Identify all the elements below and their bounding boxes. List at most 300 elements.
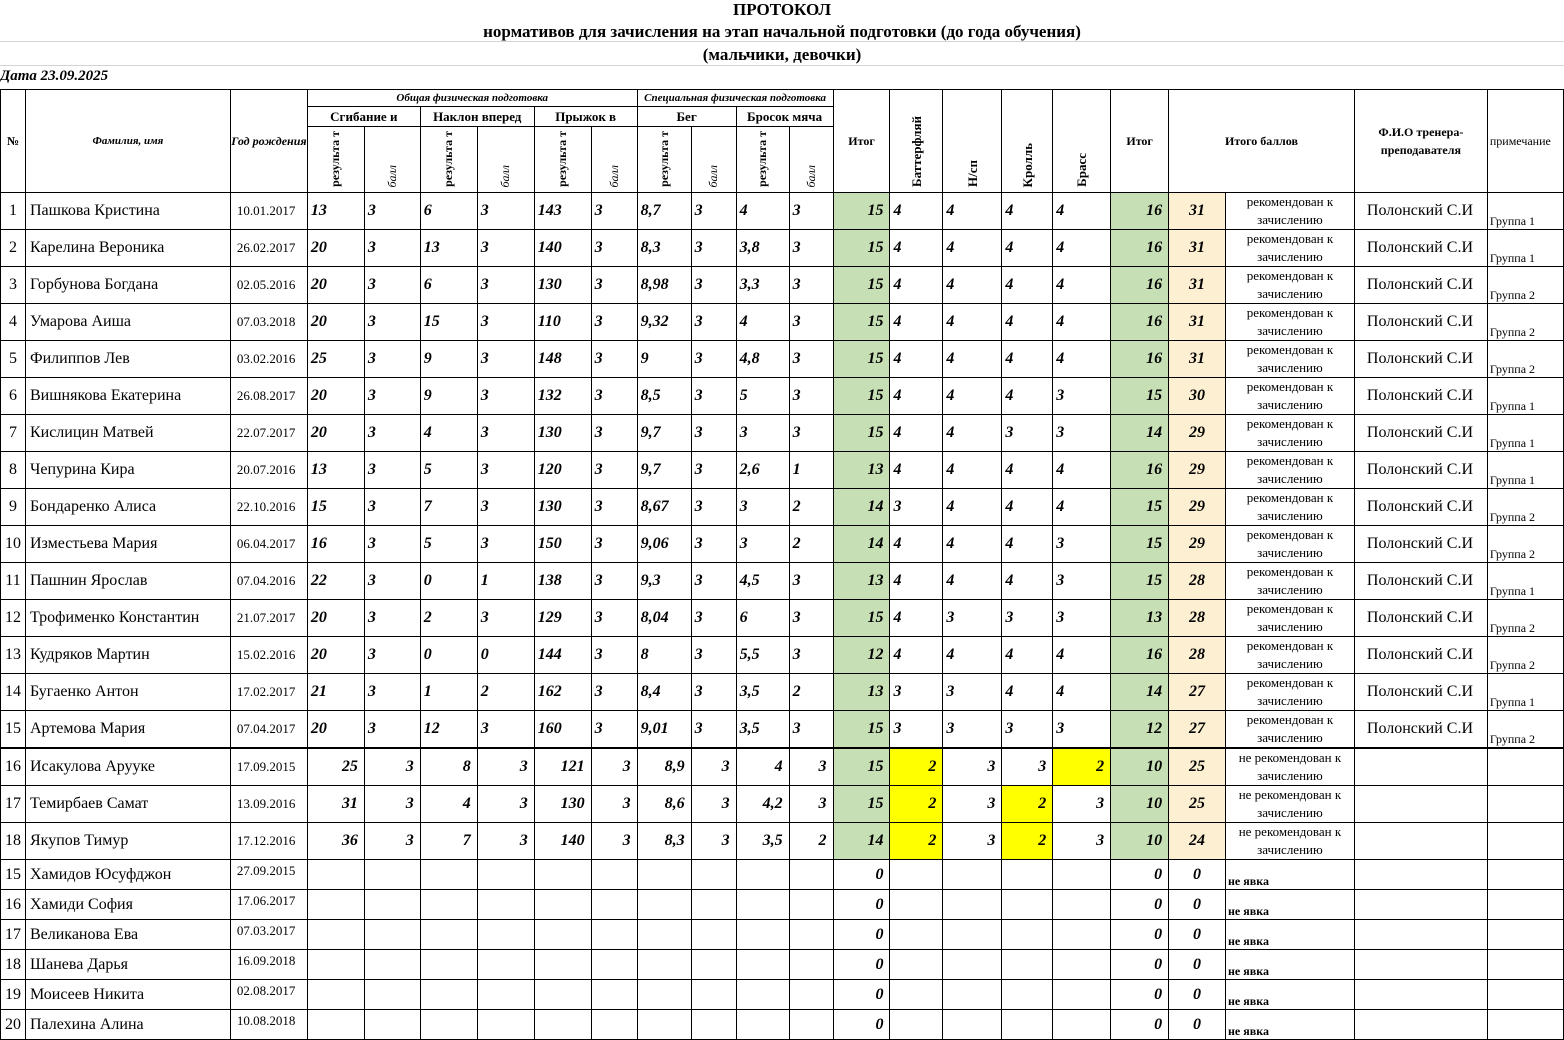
result-value: 4	[736, 304, 789, 341]
ofp-total: 15	[833, 341, 890, 378]
swim-score: 3	[1053, 415, 1111, 452]
result-value: 20	[307, 415, 364, 452]
result-value: 3	[736, 415, 789, 452]
result-value: 8	[420, 748, 477, 786]
status-text: не явка	[1226, 920, 1355, 950]
col-trainer-header: Ф.И.О тренера-преподавателя	[1354, 90, 1487, 193]
result-value: 3	[736, 526, 789, 563]
result-value: 9,7	[637, 452, 691, 489]
col-points-header: Итого баллов	[1169, 90, 1355, 193]
ofp-total: 14	[833, 526, 890, 563]
swim-score-low: 2	[890, 748, 943, 786]
group-note	[1487, 860, 1563, 890]
empty-cell	[691, 920, 736, 950]
score-value: 3	[591, 378, 637, 415]
student-name: Темирбаев Самат	[25, 786, 230, 823]
result-value: 160	[534, 711, 591, 749]
birth-date: 07.03.2018	[230, 304, 307, 341]
empty-cell	[943, 980, 1002, 1010]
result-header: результа т	[420, 127, 477, 193]
total-points: 0	[1169, 860, 1226, 890]
row-number: 17	[1, 786, 26, 823]
status-text: не явка	[1226, 1010, 1355, 1040]
group-note	[1487, 950, 1563, 980]
group-note	[1487, 748, 1563, 786]
col-total2-header: Итог	[1111, 90, 1169, 193]
empty-cell	[1053, 860, 1111, 890]
group-note	[1487, 980, 1563, 1010]
row-number: 19	[1, 980, 26, 1010]
swim-score: 4	[1053, 637, 1111, 674]
protocol-table	[0, 89, 1564, 1040]
swim-score: 4	[890, 563, 943, 600]
result-value: 8,67	[637, 489, 691, 526]
result-value: 3,8	[736, 230, 789, 267]
empty-cell	[890, 950, 943, 980]
score-value: 3	[789, 230, 833, 267]
score-value: 3	[477, 786, 534, 823]
score-value: 3	[364, 748, 420, 786]
result-value: 121	[534, 748, 591, 786]
result-value: 9	[420, 341, 477, 378]
table-row	[1, 193, 1564, 230]
birth-date: 27.09.2015	[230, 860, 307, 890]
swim-score: 3	[943, 711, 1002, 749]
trainer-name: Полонский С.И	[1354, 711, 1487, 749]
score-value: 3	[789, 341, 833, 378]
row-number: 6	[1, 378, 26, 415]
row-number: 12	[1, 600, 26, 637]
result-value: 140	[534, 823, 591, 860]
swim-score: 4	[1053, 489, 1111, 526]
score-value: 3	[691, 193, 736, 230]
total-points: 28	[1169, 600, 1226, 637]
birth-date: 22.07.2017	[230, 415, 307, 452]
total-points: 31	[1169, 267, 1226, 304]
empty-cell	[591, 950, 637, 980]
swim-score: 4	[943, 415, 1002, 452]
swim-score: 3	[943, 600, 1002, 637]
total-points: 31	[1169, 230, 1226, 267]
empty-cell	[1002, 1010, 1053, 1040]
empty-cell	[736, 890, 789, 920]
swim-score: 4	[890, 193, 943, 230]
status-text: рекомендован к зачислению	[1226, 711, 1355, 749]
empty-cell	[789, 860, 833, 890]
score-value: 3	[477, 378, 534, 415]
sfp-total: 15	[1111, 563, 1169, 600]
empty-cell	[943, 1010, 1002, 1040]
empty-cell	[534, 890, 591, 920]
col-swim-crawl-header: Кролль	[1002, 90, 1053, 193]
swim-score: 4	[1002, 230, 1053, 267]
result-value: 6	[736, 600, 789, 637]
student-name: Пашнин Ярослав	[25, 563, 230, 600]
row-number: 7	[1, 415, 26, 452]
empty-cell	[477, 920, 534, 950]
score-value: 3	[591, 786, 637, 823]
row-number: 1	[1, 193, 26, 230]
empty-cell	[364, 860, 420, 890]
total-points: 25	[1169, 748, 1226, 786]
status-text: не явка	[1226, 890, 1355, 920]
score-header: балл	[691, 127, 736, 193]
status-text: не рекомендован к зачислению	[1226, 786, 1355, 823]
table-row	[1, 711, 1564, 749]
status-text: не рекомендован к зачислению	[1226, 748, 1355, 786]
score-value: 3	[591, 267, 637, 304]
student-name: Якупов Тимур	[25, 823, 230, 860]
student-name: Трофименко Константин	[25, 600, 230, 637]
swim-score: 4	[890, 637, 943, 674]
student-name: Чепурина Кира	[25, 452, 230, 489]
score-value: 3	[477, 823, 534, 860]
score-value: 3	[691, 452, 736, 489]
total-points: 0	[1169, 890, 1226, 920]
sfp-total: 16	[1111, 304, 1169, 341]
score-value: 3	[477, 267, 534, 304]
ex-run-header: Бег	[637, 107, 736, 127]
empty-cell	[637, 980, 691, 1010]
student-name: Моисеев Никита	[25, 980, 230, 1010]
empty-cell	[477, 1010, 534, 1040]
sfp-total: 15	[1111, 378, 1169, 415]
student-name: Вишнякова Екатерина	[25, 378, 230, 415]
status-text: рекомендован к зачислению	[1226, 341, 1355, 378]
swim-score: 3	[1002, 711, 1053, 749]
swim-score: 4	[943, 304, 1002, 341]
swim-score: 4	[1053, 304, 1111, 341]
result-value: 4	[420, 415, 477, 452]
row-number: 20	[1, 1010, 26, 1040]
result-value: 31	[307, 786, 364, 823]
empty-cell	[736, 950, 789, 980]
empty-cell	[1053, 950, 1111, 980]
empty-cell	[789, 950, 833, 980]
status-text: рекомендован к зачислению	[1226, 193, 1355, 230]
total-points: 29	[1169, 489, 1226, 526]
swim-score: 3	[1053, 823, 1111, 860]
result-value: 3,5	[736, 711, 789, 749]
score-value: 3	[789, 748, 833, 786]
ofp-total: 13	[833, 452, 890, 489]
student-name: Горбунова Богдана	[25, 267, 230, 304]
swim-score: 4	[890, 378, 943, 415]
score-value: 3	[789, 711, 833, 749]
score-value: 3	[591, 674, 637, 711]
ofp-total: 0	[833, 920, 890, 950]
result-value: 148	[534, 341, 591, 378]
score-value: 3	[691, 415, 736, 452]
empty-cell	[1002, 860, 1053, 890]
score-value: 3	[364, 230, 420, 267]
result-value: 8,04	[637, 600, 691, 637]
swim-score: 3	[943, 786, 1002, 823]
empty-cell	[637, 1010, 691, 1040]
sfp-total: 14	[1111, 674, 1169, 711]
result-value: 6	[420, 193, 477, 230]
result-value: 2	[420, 600, 477, 637]
empty-cell	[477, 860, 534, 890]
result-value: 8,5	[637, 378, 691, 415]
empty-cell	[890, 890, 943, 920]
result-value: 5	[420, 452, 477, 489]
table-row	[1, 526, 1564, 563]
empty-cell	[1002, 980, 1053, 1010]
total-points: 0	[1169, 980, 1226, 1010]
ofp-total: 13	[833, 674, 890, 711]
protocol-subtitle: нормативов для зачисления на этап начальной подготовки (до года обучения)	[483, 22, 1081, 41]
result-value: 4,8	[736, 341, 789, 378]
score-value: 3	[789, 304, 833, 341]
trainer-name	[1354, 860, 1487, 890]
birth-date: 20.07.2016	[230, 452, 307, 489]
group-note	[1487, 890, 1563, 920]
sfp-total: 10	[1111, 786, 1169, 823]
score-value: 2	[789, 674, 833, 711]
sfp-total: 15	[1111, 489, 1169, 526]
empty-cell	[534, 980, 591, 1010]
student-name: Бондаренко Алиса	[25, 489, 230, 526]
sfp-total: 0	[1111, 1010, 1169, 1040]
trainer-name: Полонский С.И	[1354, 600, 1487, 637]
score-value: 3	[591, 563, 637, 600]
empty-cell	[691, 890, 736, 920]
total-points: 0	[1169, 950, 1226, 980]
empty-cell	[534, 1010, 591, 1040]
result-value: 1	[420, 674, 477, 711]
swim-score: 3	[1053, 786, 1111, 823]
student-name: Исакулова Арууке	[25, 748, 230, 786]
empty-cell	[1053, 980, 1111, 1010]
empty-cell	[477, 890, 534, 920]
ex-bend-header: Сгибание и	[307, 107, 420, 127]
result-value: 8	[637, 637, 691, 674]
table-row	[1, 748, 1564, 786]
empty-cell	[307, 950, 364, 980]
total-points: 31	[1169, 193, 1226, 230]
status-text: рекомендован к зачислению	[1226, 304, 1355, 341]
swim-score-low: 2	[890, 823, 943, 860]
status-text: рекомендован к зачислению	[1226, 600, 1355, 637]
empty-cell	[789, 890, 833, 920]
empty-cell	[364, 890, 420, 920]
result-value: 2,6	[736, 452, 789, 489]
empty-cell	[736, 1010, 789, 1040]
ex-throw-header: Бросок мяча	[736, 107, 833, 127]
swim-score: 4	[943, 637, 1002, 674]
swim-score: 4	[1002, 674, 1053, 711]
group-note: Группа 2	[1487, 637, 1563, 674]
score-value: 3	[789, 378, 833, 415]
empty-cell	[534, 950, 591, 980]
score-value: 3	[789, 267, 833, 304]
group-note: Группа 1	[1487, 415, 1563, 452]
score-value: 3	[591, 341, 637, 378]
sfp-total: 16	[1111, 193, 1169, 230]
score-header: балл	[591, 127, 637, 193]
total-points: 31	[1169, 304, 1226, 341]
score-value: 3	[477, 711, 534, 749]
empty-cell	[637, 950, 691, 980]
result-header: результа т	[736, 127, 789, 193]
empty-cell	[534, 920, 591, 950]
ofp-total: 15	[833, 193, 890, 230]
score-value: 3	[364, 674, 420, 711]
empty-cell	[307, 860, 364, 890]
trainer-name	[1354, 748, 1487, 786]
protocol-date: Дата 23.09.2025	[0, 68, 109, 84]
result-value: 5	[420, 526, 477, 563]
group-note	[1487, 1010, 1563, 1040]
row-number: 13	[1, 637, 26, 674]
row-number: 8	[1, 452, 26, 489]
birth-date: 17.09.2015	[230, 748, 307, 786]
col-swim-free-header: Н/сп	[943, 90, 1002, 193]
result-value: 3	[736, 489, 789, 526]
group-note: Группа 2	[1487, 341, 1563, 378]
result-value: 4,5	[736, 563, 789, 600]
swim-score: 3	[1053, 378, 1111, 415]
empty-cell	[591, 860, 637, 890]
protocol-group: (мальчики, девочки)	[702, 45, 862, 64]
sfp-total: 16	[1111, 267, 1169, 304]
total-points: 27	[1169, 711, 1226, 749]
score-value: 2	[477, 674, 534, 711]
score-value: 3	[691, 786, 736, 823]
score-value: 3	[591, 489, 637, 526]
swim-score: 4	[890, 267, 943, 304]
empty-cell	[789, 980, 833, 1010]
sfp-total: 16	[1111, 452, 1169, 489]
table-row	[1, 860, 1564, 890]
ofp-header: Общая физическая подготовка	[307, 90, 637, 107]
sfp-header: Специальная физическая подготовка	[637, 90, 833, 107]
score-value: 3	[789, 563, 833, 600]
group-note: Группа 1	[1487, 563, 1563, 600]
result-value: 150	[534, 526, 591, 563]
swim-score: 3	[1002, 415, 1053, 452]
trainer-name	[1354, 920, 1487, 950]
sfp-total: 0	[1111, 920, 1169, 950]
group-note: Группа 1	[1487, 230, 1563, 267]
ofp-total: 13	[833, 563, 890, 600]
status-text: рекомендован к зачислению	[1226, 452, 1355, 489]
total-points: 29	[1169, 526, 1226, 563]
score-value: 3	[591, 230, 637, 267]
result-value: 22	[307, 563, 364, 600]
swim-score: 3	[1053, 563, 1111, 600]
ofp-total: 15	[833, 230, 890, 267]
empty-cell	[1002, 890, 1053, 920]
ofp-total: 15	[833, 267, 890, 304]
score-value: 2	[789, 489, 833, 526]
result-value: 3,3	[736, 267, 789, 304]
result-value: 4	[736, 748, 789, 786]
score-value: 3	[364, 526, 420, 563]
ofp-total: 0	[833, 950, 890, 980]
result-value: 20	[307, 600, 364, 637]
score-value: 3	[364, 452, 420, 489]
score-value: 3	[364, 378, 420, 415]
score-value: 3	[789, 600, 833, 637]
swim-score: 4	[943, 563, 1002, 600]
swim-score: 4	[943, 193, 1002, 230]
score-value: 3	[477, 193, 534, 230]
result-value: 130	[534, 786, 591, 823]
empty-cell	[591, 1010, 637, 1040]
sfp-total: 16	[1111, 341, 1169, 378]
birth-date: 15.02.2016	[230, 637, 307, 674]
table-row	[1, 920, 1564, 950]
swim-score-low: 2	[1002, 823, 1053, 860]
swim-score: 3	[1053, 526, 1111, 563]
group-note: Группа 1	[1487, 193, 1563, 230]
result-value: 9,32	[637, 304, 691, 341]
score-value: 3	[364, 637, 420, 674]
table-row	[1, 341, 1564, 378]
empty-cell	[890, 920, 943, 950]
empty-cell	[364, 1010, 420, 1040]
swim-score: 3	[1053, 711, 1111, 749]
empty-cell	[943, 890, 1002, 920]
student-name: Палехина Алина	[25, 1010, 230, 1040]
result-value: 8,3	[637, 230, 691, 267]
empty-cell	[420, 890, 477, 920]
total-points: 30	[1169, 378, 1226, 415]
trainer-name: Полонский С.И	[1354, 415, 1487, 452]
result-value: 16	[307, 526, 364, 563]
result-value: 9,06	[637, 526, 691, 563]
row-number: 11	[1, 563, 26, 600]
trainer-name	[1354, 823, 1487, 860]
result-value: 120	[534, 452, 591, 489]
trainer-name: Полонский С.И	[1354, 452, 1487, 489]
result-value: 144	[534, 637, 591, 674]
score-value: 3	[591, 415, 637, 452]
empty-cell	[943, 860, 1002, 890]
score-value: 3	[364, 304, 420, 341]
score-value: 3	[591, 748, 637, 786]
sfp-total: 0	[1111, 980, 1169, 1010]
row-number: 17	[1, 920, 26, 950]
result-value: 5	[736, 378, 789, 415]
birth-date: 22.10.2016	[230, 489, 307, 526]
row-number: 9	[1, 489, 26, 526]
student-name: Кудряков Мартин	[25, 637, 230, 674]
result-header: результа т	[534, 127, 591, 193]
student-name: Хамиди София	[25, 890, 230, 920]
empty-cell	[789, 920, 833, 950]
result-value: 9,7	[637, 415, 691, 452]
empty-cell	[477, 950, 534, 980]
ofp-total: 15	[833, 711, 890, 749]
birth-date: 07.04.2017	[230, 711, 307, 749]
swim-score: 4	[1002, 193, 1053, 230]
empty-cell	[307, 890, 364, 920]
ofp-total: 0	[833, 890, 890, 920]
score-value: 3	[477, 415, 534, 452]
score-header: балл	[364, 127, 420, 193]
result-value: 12	[420, 711, 477, 749]
ofp-total: 0	[833, 980, 890, 1010]
sfp-total: 15	[1111, 526, 1169, 563]
swim-score: 4	[890, 452, 943, 489]
result-value: 7	[420, 489, 477, 526]
student-name: Карелина Вероника	[25, 230, 230, 267]
swim-score-low: 2	[1053, 748, 1111, 786]
swim-score: 4	[1002, 452, 1053, 489]
